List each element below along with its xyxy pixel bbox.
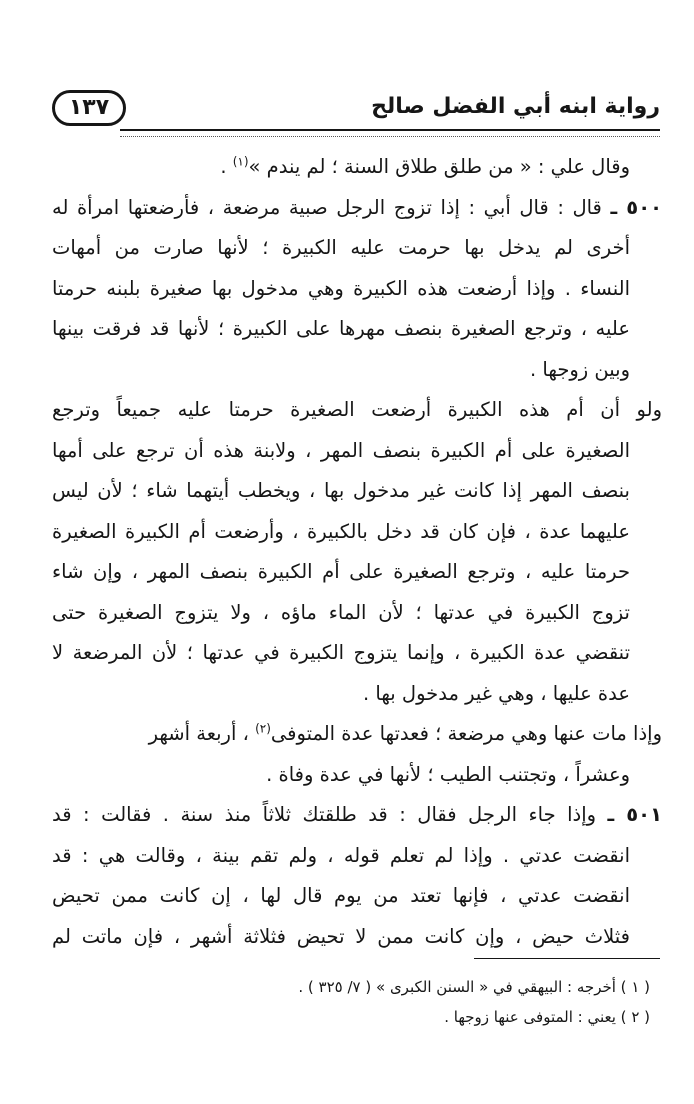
text-run: وإذا مات عنها وهي مرضعة ؛ فعدتها عدة المتوفى: [270, 722, 662, 745]
text-line: انقضت عدتي . وإذا لم تعلم قوله ، ولم تقم بينة ، وقالت هي : قد: [52, 843, 630, 867]
paragraph-number: ٥٠٠ ـ: [610, 195, 662, 219]
text-line: عليهما عدة ، فإن كان قد دخل بالكبيرة ، وأرضعت أم الكبيرة الصغيرة: [52, 519, 630, 543]
page-number-badge: ١٣٧: [52, 90, 126, 126]
footnotes: [50, 972, 650, 1032]
main-text: [52, 147, 662, 957]
header-rule: [120, 129, 660, 137]
footnote-ref: (١): [232, 154, 249, 169]
running-title: رواية ابنه أبي الفضل صالح: [371, 94, 660, 119]
text-line: حرمتا عليه ، وترجع الصغيرة على أم الكبيرة بنصف المهر ، وإن شاء: [52, 560, 630, 583]
text-line: انقضت عدتي ، فإنها تعتد من يوم قال لها ، إن كانت ممن تحيض: [52, 884, 630, 907]
text-line: عليه ، وترجع الصغيرة بنصف مهرها على الكبيرة ؛ لأنها قد فرقت بينها: [52, 317, 630, 340]
text-line: وعشراً ، وتجتنب الطيب ؛ لأنها في عدة وفاة .: [266, 762, 630, 786]
paragraph-number: ٥٠١ ـ: [607, 803, 662, 826]
text-line: [52, 795, 662, 836]
text-line: تنقضي عدة الكبيرة ، وإنما يتزوج الكبيرة في عدتها ؛ لأن المرضعة لا: [52, 641, 630, 664]
footnote: ( ١ ) أخرجه : البيهقي في « السنن الكبرى » ( ٧/ ٣٢٥ ) .: [298, 978, 650, 996]
text-run: وقال علي : « من طلق طلاق السنة ؛ لم يندم »: [248, 155, 630, 178]
footnote-ref: (٢): [255, 721, 271, 736]
text-run: قال : قال أبي : إذا تزوج الرجل صبية مرضعة ، فأرضعتها امرأة له: [52, 195, 602, 219]
text-run: وإذا جاء الرجل فقال : قد طلقتك ثلاثاً منذ سنة . فقالت : قد: [52, 803, 597, 826]
text-line: بنصف المهر إذا كانت غير مدخول بها ، ويخطب أيتهما شاء ؛ لأن ليس: [52, 479, 630, 502]
footnote-separator: [474, 958, 660, 959]
text-line: فثلاث حيض ، وإن كانت ممن لا تحيض فثلاثة أشهر ، فإن ماتت لم: [52, 924, 630, 948]
text-line: النساء . وإذا أرضعت هذه الكبيرة وهي مدخول بها صغيرة بلبنه حرمتا: [52, 276, 630, 300]
text-line: [52, 188, 662, 229]
text-line: وبين زوجها .: [530, 357, 630, 381]
text-line: وقال علي : « من طلق طلاق السنة ؛ لم يندم »$^{(١)}$ .: [220, 154, 630, 178]
text-line: الصغيرة على أم الكبيرة بنصف المهر ، ولابنة هذه أن ترجع على أمها: [52, 438, 630, 462]
text-line: [52, 714, 662, 755]
text-line: أخرى لم يدخل بها حرمت عليه الكبيرة ؛ لأنها صارت من أمهات: [52, 236, 630, 259]
text-line: تزوج الكبيرة في عدتها ؛ لأن الماء ماؤه ، ولا يتزوج الصغيرة حتى: [52, 600, 630, 624]
page-header: [50, 88, 660, 134]
text-line: ولو أن أم هذه الكبيرة أرضعت الصغيرة حرمتا عليه جميعاً وترجع: [52, 398, 662, 421]
footnote: ( ٢ ) يعني : المتوفى عنها زوجها .: [444, 1008, 650, 1026]
text-line: عدة عليها ، وهي غير مدخول بها .: [362, 681, 630, 705]
text-run: ، أربعة أشهر: [148, 722, 249, 745]
